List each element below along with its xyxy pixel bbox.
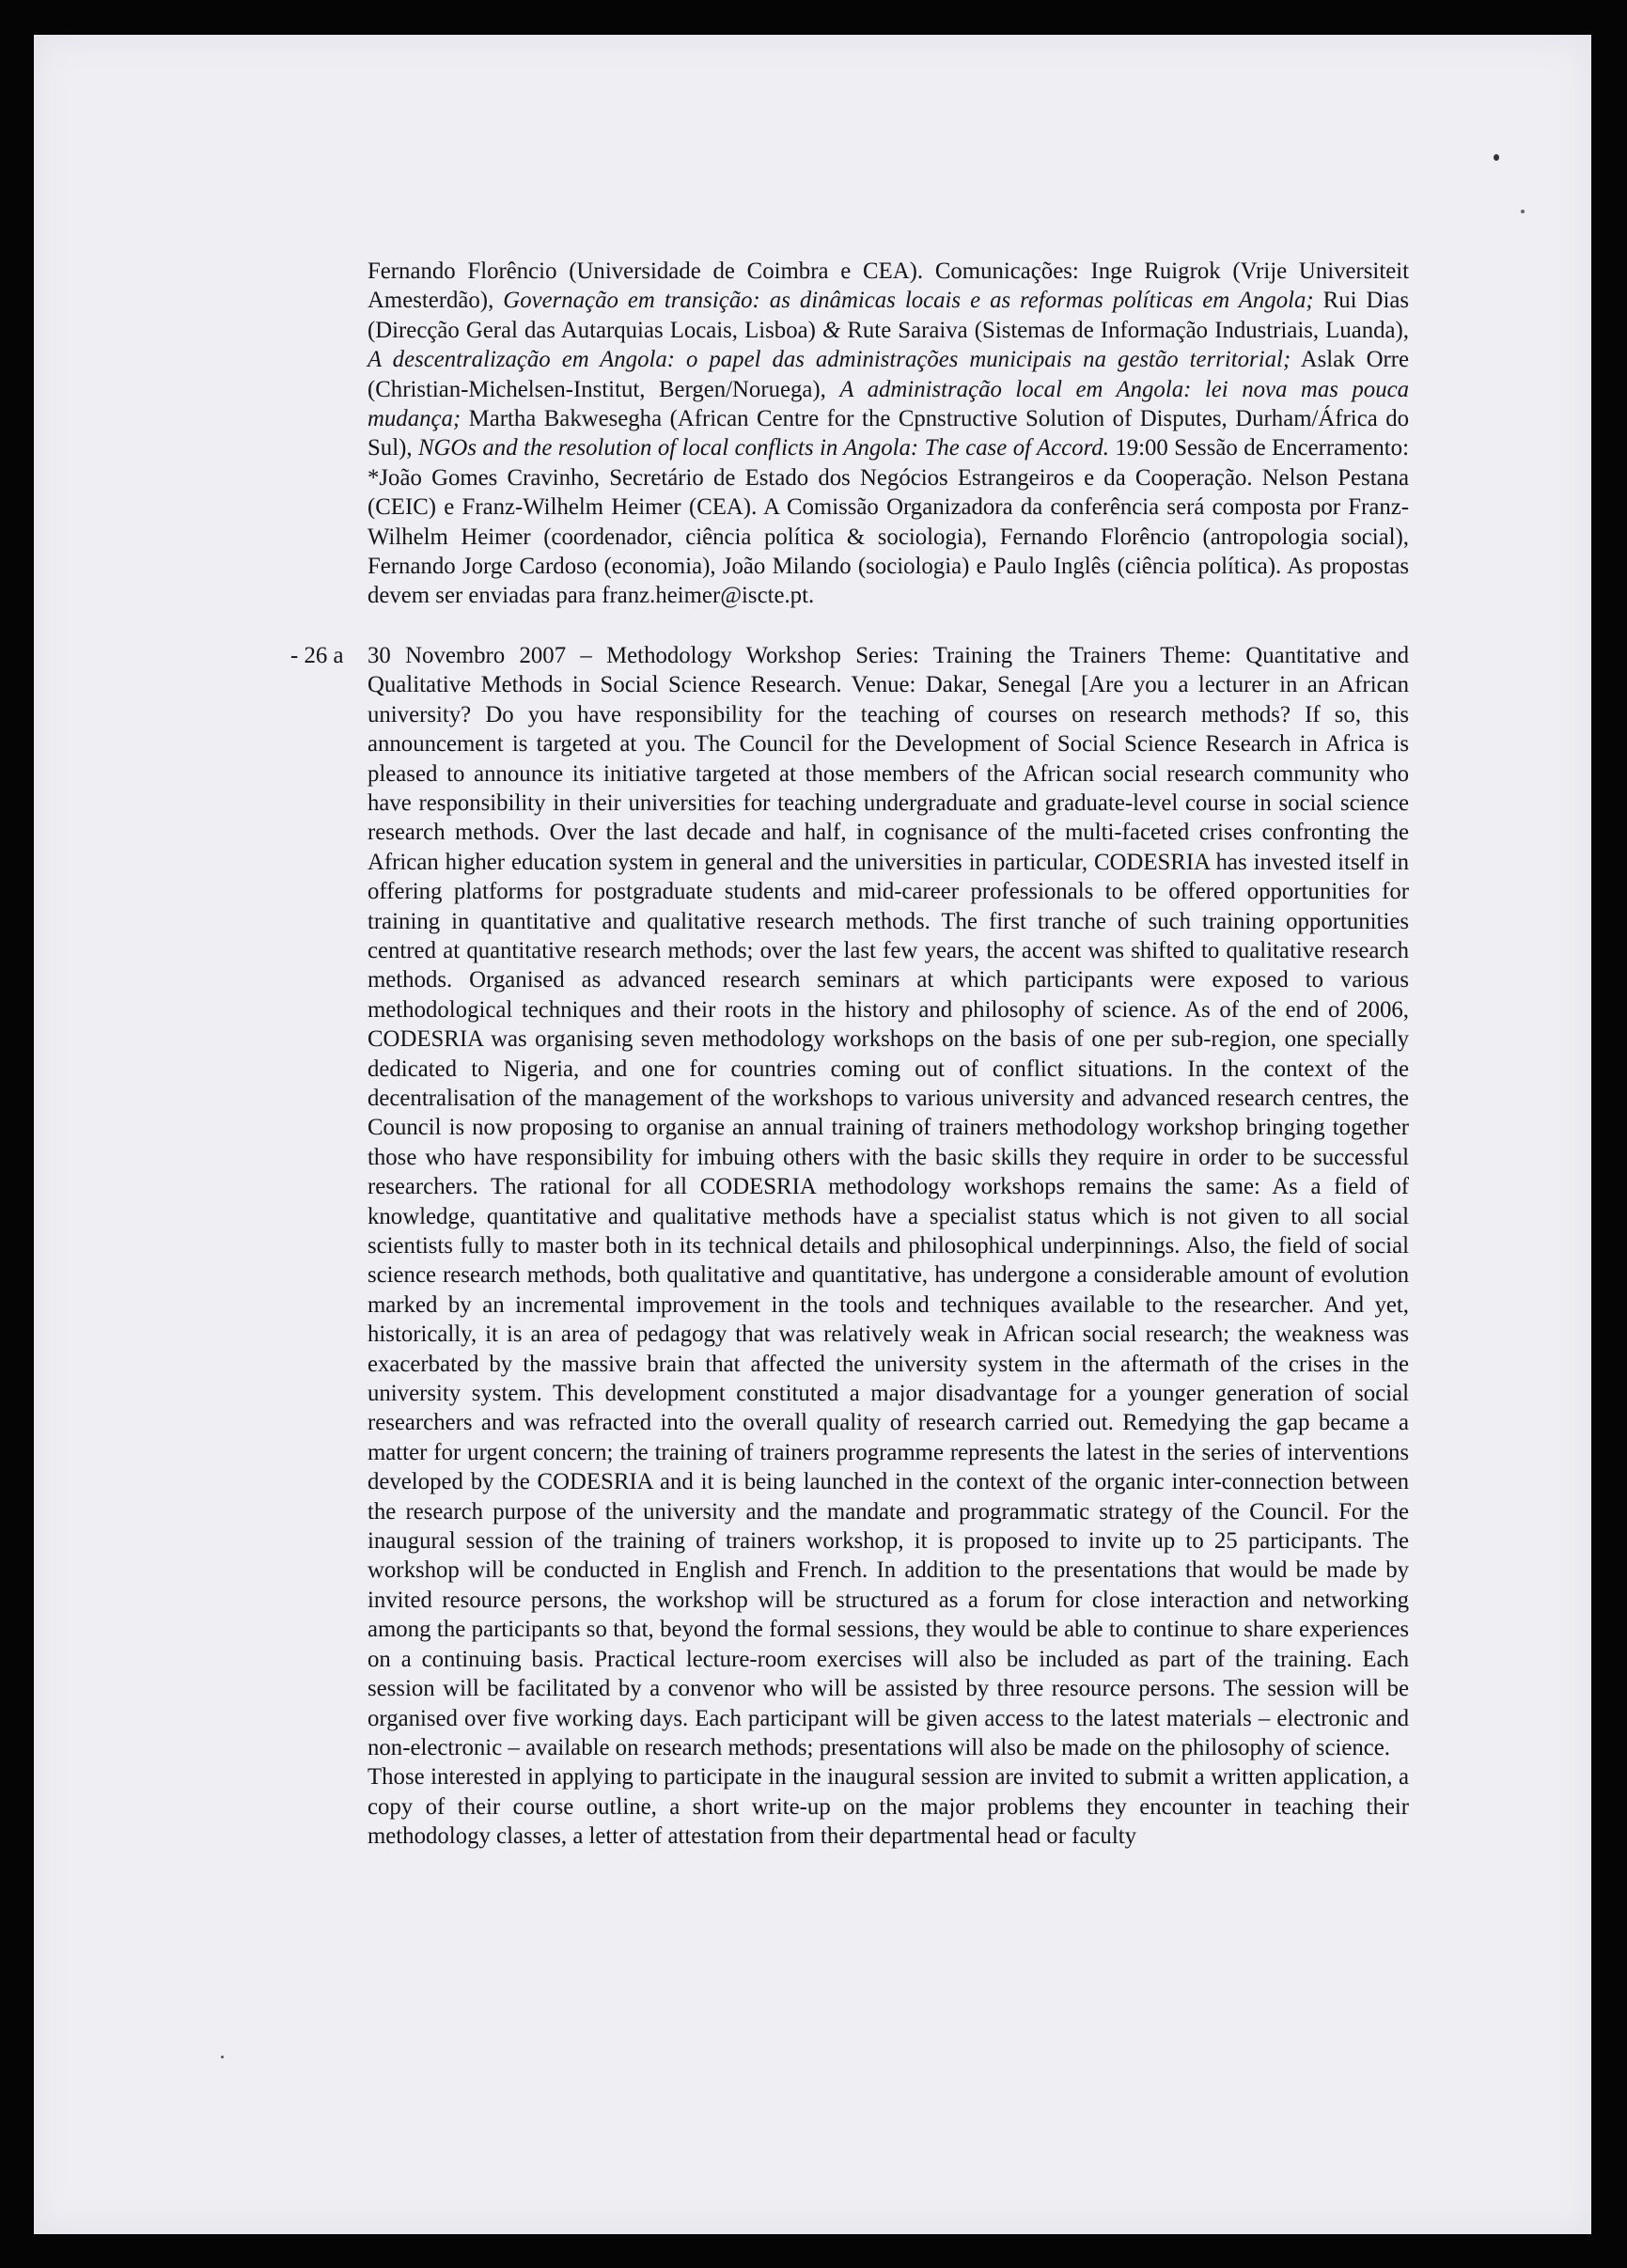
scan-speck [1494,154,1499,161]
entry-date-marker: - 26 a [290,642,344,668]
italic-text-run: Governação em transição: as dinâmicas locais e as reformas políticas em Angola; [503,288,1314,314]
body-text [290,257,1410,1852]
text-run: 19:00 Sessão de Encerramento: *João Gomes Cravinho, Secretário de Estado dos Negócios Estrangeiros e da Cooperação. Nelson Pestana (CEIC) e Franz-Wilhelm Heimer (CEA). A Comissão Organizadora da conferência será composta por Franz-Wilhelm Heimer (coordenador, ciência política & sociologia), Fernando Florêncio (antropologia social), Fernando Jorge Cardoso (economia), João Milando (sociologia) e Paulo Inglês (ciência política). As propostas devem ser enviadas para franz.heimer@iscte.pt. [368,435,1409,609]
scanned-page [34,35,1591,2234]
italic-text-run: & [821,317,841,343]
text-run: 30 Novembro 2007 – Methodology Workshop Series: Training the Trainers Theme: Quantitative and Qualitative Methods in Social Science Research. Venue: Dakar, Senegal [Are you a lecturer in an African university? Do you have responsibility for the teaching of courses on research methods? If so, this announcement is targeted at you. The Council for the Development of Social Science Research in Africa is pleased to announce its initiative targeted at those members of the African social research community who have responsibility in their universities for teaching undergraduate and graduate-level course in social science research methods. Over the last decade and half, in cognisance of the multi-faceted crises confronting the African higher education system in general and the universities in particular, CODESRIA has invested itself in offering platforms for postgraduate students and mid-career professionals to be offered opportunities for training in quantitative and qualitative research methods. The first tranche of such training opportunities centred at quantitative research methods; over the last few years, the accent was shifted to qualitative research methods. Organised as advanced research seminars at which participants were exposed to various methodological techniques and their roots in the history and philosophy of science. As of the end of 2006, CODESRIA was organising seven methodology workshops on the basis of one per sub-region, one specially dedicated to Nigeria, and one for countries coming out of conflict situations. In the context of the decentralisation of the management of the workshops to various university and advanced research centres, the Council is now proposing to organise an annual training of trainers methodology workshop bringing together those who have responsibility for imbuing others with the basic skills they require in order to be successful researchers. The rational for all CODESRIA methodology workshops remains the same: As a field of knowledge, quantitative and qualitative methods have a specialist status which is not given to all social scientists fully to master both in its technical details and philosophical underpinnings. Also, the field of social science research methods, both qualitative and quantitative, has undergone a considerable amount of evolution marked by an incremental improvement in the tools and techniques available to the researcher. And yet, historically, it is an area of pedagogy that was relatively weak in African social research; the weakness was exacerbated by the massive brain that affected the university system in the aftermath of the crises in the university system. This development constituted a major disadvantage for a younger generation of social researchers and was refracted into the overall quality of research carried out. Remedying the gap became a matter for urgent concern; the training of trainers programme represents the latest in the series of interventions developed by the CODESRIA and it is being launched in the context of the organic inter-connection between the research purpose of the university and the mandate and programmatic strategy of the Council. For the inaugural session of the training of trainers workshop, it is proposed to invite up to 25 participants. The workshop will be conducted in English and French. In addition to the presentations that would be made by invited resource persons, the workshop will be structured as a forum for close interaction and networking among the participants so that, beyond the formal sessions, they would be able to continue to share experiences on a continuing basis. Practical lecture-room exercises will also be included as part of the training. Each session will be facilitated by a convenor who will be assisted by three resource persons. The session will be organised over five working days. Each participant will be given access to the latest materials – electronic and non-electronic – available on research methods; presentations will also be made on the philosophy of science. [368,642,1409,1760]
list-entry-methodology-workshop [290,641,1409,1852]
text-run: Aslak Orre (Christian-Michelsen-Institut, Bergen/Noruega), [368,347,1410,402]
text-run: Rute Saraiva (Sistemas de Informação Industriais, Luanda), [840,317,1409,343]
text-run: Martha Bakwesegha (African Centre for the Cpnstructive Solution of Disputes, Durham/África do Sul), [368,406,1409,461]
paragraph-workshop-announcement [368,641,1409,1762]
text-run: Fernando Florêncio (Universidade de Coimbra e CEA). Comunicações: Inge Ruigrok (Vrije Universiteit Amesterdão), [368,258,1409,314]
scan-speck [221,2056,224,2058]
paragraph-conference-continuation [368,257,1409,611]
italic-text-run: A administração local em Angola: lei nova mas pouca mudança; [368,376,1410,432]
italic-text-run: NGOs and the resolution of local conflicts in Angola: The case of Accord. [417,435,1109,461]
italic-text-run: A descentralização em Angola: o papel das administrações municipais na gestão territorial; [368,347,1291,373]
text-run: Rui Dias (Direcção Geral das Autarquias Locais, Lisboa) [368,288,1409,343]
text-run: Those interested in applying to participate in the inaugural session are invited to submit a written application, a copy of their course outline, a short write-up on the major problems they encounter in teaching their methodology classes, a letter of attestation from their departmental head or faculty [368,1764,1409,1850]
scan-speck [1521,210,1525,213]
paragraph-application-instructions [368,1762,1409,1851]
